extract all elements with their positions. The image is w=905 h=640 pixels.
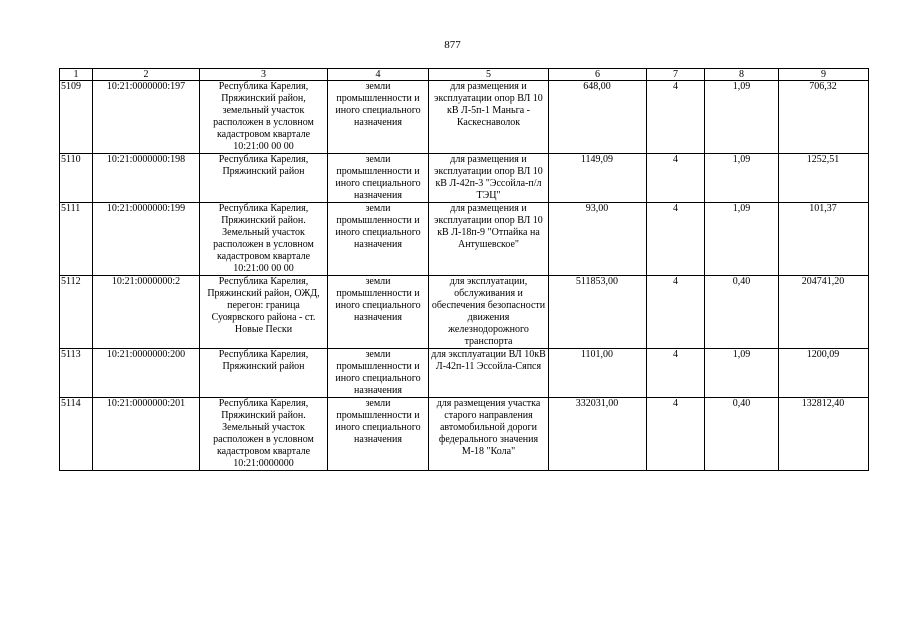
column-7-cell: 4 [647, 154, 705, 203]
value-cell: 1252,51 [779, 154, 869, 203]
header-cell: 6 [549, 69, 647, 81]
cadastral-number-cell: 10:21:0000000:201 [93, 398, 200, 471]
location-cell: Республика Карелия, Пряжинский район. Земельный участок расположен в условном кадастровом квартале 10:21:00 00 00 [200, 203, 328, 276]
page-number: 877 [444, 39, 461, 51]
land-category-cell: земли промышленности и иного специального назначения [328, 276, 429, 349]
land-category-cell: земли промышленности и иного специального назначения [328, 81, 429, 154]
header-cell: 5 [429, 69, 549, 81]
coefficient-cell: 1,09 [705, 349, 779, 398]
cadastral-number-cell: 10:21:0000000:199 [93, 203, 200, 276]
table-row [60, 81, 869, 154]
table-row [60, 154, 869, 203]
permitted-use-cell: для эксплуатации ВЛ 10кВ Л-42п-11 Эссойла-Сяпся [429, 349, 549, 398]
column-7-cell: 4 [647, 276, 705, 349]
header-cell: 8 [705, 69, 779, 81]
value-cell: 1200,09 [779, 349, 869, 398]
table-row [60, 276, 869, 349]
area-cell: 511853,00 [549, 276, 647, 349]
permitted-use-cell: для эксплуатации, обслуживания и обеспечения безопасности движения железнодорожного транспорта [429, 276, 549, 349]
table-row [60, 398, 869, 471]
header-cell: 4 [328, 69, 429, 81]
area-cell: 332031,00 [549, 398, 647, 471]
area-cell: 1101,00 [549, 349, 647, 398]
header-row [60, 69, 869, 81]
land-category-cell: земли промышленности и иного специального назначения [328, 154, 429, 203]
value-cell: 101,37 [779, 203, 869, 276]
location-cell: Республика Карелия, Пряжинский район, ОЖД, перегон: граница Суоярвского района - ст. Новые Пески [200, 276, 328, 349]
header-cell: 3 [200, 69, 328, 81]
coefficient-cell: 1,09 [705, 81, 779, 154]
land-category-cell: земли промышленности и иного специального назначения [328, 203, 429, 276]
column-7-cell: 4 [647, 398, 705, 471]
column-7-cell: 4 [647, 349, 705, 398]
land-category-cell: земли промышленности и иного специального назначения [328, 349, 429, 398]
header-cell: 1 [60, 69, 93, 81]
value-cell: 706,32 [779, 81, 869, 154]
cadastral-number-cell: 10:21:0000000:200 [93, 349, 200, 398]
column-7-cell: 4 [647, 203, 705, 276]
value-cell: 204741,20 [779, 276, 869, 349]
row-number-cell: 5114 [60, 398, 93, 471]
cadastral-number-cell: 10:21:0000000:2 [93, 276, 200, 349]
land-registry-table [59, 68, 869, 471]
header-cell: 7 [647, 69, 705, 81]
row-number-cell: 5109 [60, 81, 93, 154]
cadastral-number-cell: 10:21:0000000:197 [93, 81, 200, 154]
header-cell: 2 [93, 69, 200, 81]
coefficient-cell: 1,09 [705, 154, 779, 203]
area-cell: 93,00 [549, 203, 647, 276]
permitted-use-cell: для размещения и эксплуатации опор ВЛ 10 кВ Л-5п-1 Маньга - Каскеснаволок [429, 81, 549, 154]
coefficient-cell: 0,40 [705, 276, 779, 349]
header-cell: 9 [779, 69, 869, 81]
land-category-cell: земли промышленности и иного специального назначения [328, 398, 429, 471]
location-cell: Республика Карелия, Пряжинский район [200, 154, 328, 203]
area-cell: 648,00 [549, 81, 647, 154]
permitted-use-cell: для размещения и эксплуатации опор ВЛ 10 кВ Л-42п-3 "Эссойла-п/л ТЭЦ" [429, 154, 549, 203]
row-number-cell: 5113 [60, 349, 93, 398]
value-cell: 132812,40 [779, 398, 869, 471]
row-number-cell: 5110 [60, 154, 93, 203]
cadastral-number-cell: 10:21:0000000:198 [93, 154, 200, 203]
table-row [60, 203, 869, 276]
coefficient-cell: 1,09 [705, 203, 779, 276]
permitted-use-cell: для размещения и эксплуатации опор ВЛ 10 кВ Л-18п-9 "Отпайка на Антушевское" [429, 203, 549, 276]
location-cell: Республика Карелия, Пряжинский район, земельный участок расположен в условном кадастровом квартале 10:21:00 00 00 [200, 81, 328, 154]
row-number-cell: 5111 [60, 203, 93, 276]
permitted-use-cell: для размещения участка старого направления автомобильной дороги федерального значения М-18 "Кола" [429, 398, 549, 471]
area-cell: 1149,09 [549, 154, 647, 203]
column-7-cell: 4 [647, 81, 705, 154]
location-cell: Республика Карелия, Пряжинский район. Земельный участок расположен в условном кадастровом квартале 10:21:0000000 [200, 398, 328, 471]
table-row [60, 349, 869, 398]
coefficient-cell: 0,40 [705, 398, 779, 471]
row-number-cell: 5112 [60, 276, 93, 349]
location-cell: Республика Карелия, Пряжинский район [200, 349, 328, 398]
